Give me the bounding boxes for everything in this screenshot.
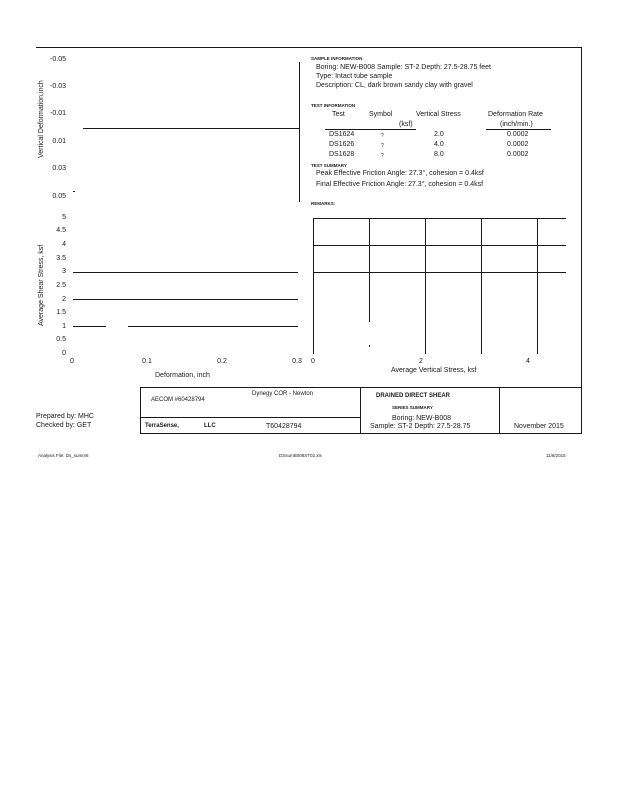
checked-by: Checked by: GET [36,422,92,429]
col-test-header: Test [332,111,345,118]
shear-tick-2.5: 2.5 [56,282,66,289]
project-number: T60428794 [266,423,302,430]
project-name: Dynegy COR - Newton [252,391,314,397]
shear-tick-0.5: 0.5 [56,336,66,343]
tb-boring: Boring: NEW-B008 [392,415,452,422]
row-1-stress: 2.0 [434,131,444,138]
report-date: November 2015 [514,423,564,430]
row-1-test: DS1624 [329,131,355,138]
deform-gridline [83,128,299,129]
lab-suffix: LLC [204,423,216,429]
shear-tick-3: 3 [62,268,66,275]
header-underline-left [325,129,416,130]
tb-left [140,387,141,434]
col-rate-unit: (inch/min.) [500,121,533,128]
shear-gridline-1b [128,326,298,327]
row-1-rate: 0.0002 [507,131,529,138]
shear-tick-5: 5 [62,214,66,221]
deform-tick-0: -0.05 [50,56,66,63]
tb-v-mid [360,387,361,434]
deform-tick-4: 0.03 [52,165,66,172]
env-v4 [537,218,538,354]
row-3-symbol: ? [381,153,384,159]
env-xtick-0: 0 [311,358,315,365]
row-2-rate: 0.0002 [507,141,529,148]
row-2-test: DS1626 [329,141,355,148]
shear-tick-1: 1 [62,323,66,330]
remarks-heading: REMARKS: [311,201,336,206]
prepared-by: Prepared by: MHC [36,413,94,420]
env-dot [369,345,370,347]
sample-description: Description: CL, dark brown sandy clay with gravel [316,82,473,89]
shear-xtick-0.3: 0.3 [292,358,302,365]
deform-tick-1: -0.03 [50,83,66,90]
frame-top [36,47,582,48]
footer-analysis-file: Analysis File: Ds_summ6 [38,453,89,458]
shear-x-axis-label: Deformation, inch [155,372,210,379]
deformation-y-axis-label: Vertical Deformation,inch [38,80,45,158]
sample-type: Type: Intact tube sample [316,73,393,80]
env-xtick-2: 2 [419,358,423,365]
deform-mark [73,191,75,192]
test-info-heading: TEST INFORMATION [311,103,356,108]
shear-xtick-0: 0 [70,358,74,365]
tb-sample: Sample: ST-2 Depth: 27.5-28.75 [370,423,471,430]
test-summary-heading: TEST SUMMARY [311,163,347,168]
deform-tick-5: 0.05 [52,193,66,200]
shear-tick-4.5: 4.5 [56,227,66,234]
tb-mid-h [140,417,360,418]
shear-tick-4: 4 [62,241,66,248]
env-x-axis-label: Average Vertical Stress, ksf [391,367,477,374]
footer-filename: DSsumB008ST02.xls [279,453,322,458]
env-top [313,218,566,219]
col-stress-unit: (ksf) [399,121,413,128]
shear-gridline-1a [73,326,106,327]
frame-right [581,47,582,434]
footer-date: 11/6/2015 [546,453,566,458]
row-3-stress: 8.0 [434,151,444,158]
deform-tick-2: -0.01 [50,110,66,117]
shear-xtick-0.1: 0.1 [142,358,152,365]
header-underline-right [486,129,551,130]
deform-tick-3: 0.01 [52,138,66,145]
row-1-symbol: ? [381,133,384,139]
shear-y-axis-label: Average Shear Stress, ksf [38,244,45,326]
shear-gridline-2 [73,299,298,300]
row-3-rate: 0.0002 [507,151,529,158]
env-row-2 [313,245,566,246]
frame-bottom [140,433,582,434]
env-v2 [425,218,426,354]
env-row-3 [313,272,566,273]
env-xtick-4: 4 [526,358,530,365]
shear-tick-1.5: 1.5 [56,309,66,316]
row-3-test: DS1628 [329,151,355,158]
env-v1 [369,218,370,322]
report-subtitle: SERIES SUMMARY [392,405,433,410]
lab-name: TerraSense, [145,423,179,429]
shear-xtick-0.2: 0.2 [217,358,227,365]
tb-top [140,387,582,388]
env-v3 [481,218,482,354]
report-title: DRAINED DIRECT SHEAR [376,393,451,399]
deform-right-border [299,62,300,202]
col-rate-header: Deformation Rate [488,111,543,118]
sample-info-heading: SAMPLE INFORMATION [311,56,363,61]
col-symbol-header: Symbol [369,111,393,118]
shear-tick-3.5: 3.5 [56,255,66,262]
sample-boring: Boring: NEW-B008 Sample: ST-2 Depth: 27.5-28.75 feet [316,64,491,71]
col-stress-header: Vertical Stress [416,111,461,118]
tb-v-right [499,387,500,434]
shear-tick-2: 2 [62,296,66,303]
row-2-symbol: ? [381,143,384,149]
shear-tick-0: 0 [62,350,66,357]
env-left [313,218,314,354]
client-project: AECOM #60428794 [151,397,205,403]
final-friction-angle: Final Effective Friction Angle: 27.3°, cohesion = 0.4ksf [316,181,484,188]
shear-gridline-3 [73,272,298,273]
row-2-stress: 4.0 [434,141,444,148]
peak-friction-angle: Peak Effective Friction Angle: 27.3°, cohesion = 0.4ksf [316,170,484,177]
